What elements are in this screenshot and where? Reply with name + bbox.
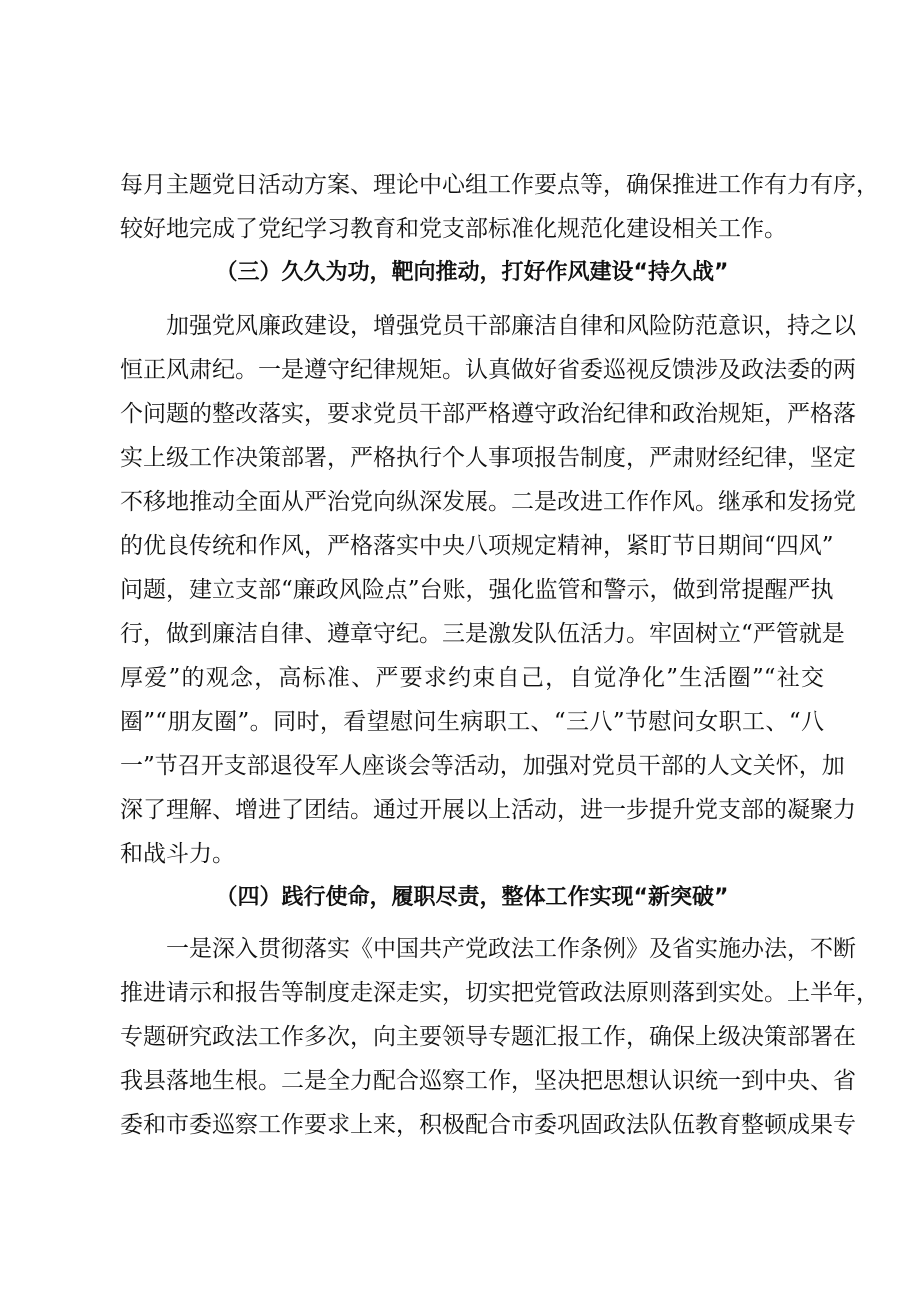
paragraph-line: 问题，建立支部“廉政风险点”台账，强化监管和警示，做到常提醒严执: [120, 577, 834, 603]
paragraph-line: 的优良传统和作风，严格落实中央八项规定精神，紧盯节日期间“四风”: [120, 533, 834, 559]
paragraph-line: 加强党风廉政建设，增强党员干部廉洁自律和风险防范意识，持之以: [166, 313, 856, 339]
paragraph-line: 实上级工作决策部署，严格执行个人事项报告制度，严肃财经纪律，坚定: [120, 445, 856, 471]
paragraph-line: 委和市委巡察工作要求上来，积极配合市委巩固政法队伍教育整顿成果专: [120, 1112, 856, 1138]
paragraph-line: 深了理解、增进了团结。通过开展以上活动，进一步提升党支部的凝聚力: [120, 797, 856, 823]
paragraph-line: 一”节召开支部退役军人座谈会等活动，加强对党员干部的人文关怀，加: [120, 753, 845, 779]
paragraph-line: 行，做到廉洁自律、遵章守纪。三是激发队伍活力。牢固树立“严管就是: [120, 621, 845, 647]
paragraph-line: 较好地完成了党纪学习教育和党支部标准化规范化建设相关工作。: [120, 216, 787, 242]
paragraph-line: 我县落地生根。二是全力配合巡察工作，坚决把思想认识统一到中央、省: [120, 1068, 856, 1094]
paragraph-line: 圈”“朋友圈”。同时，看望慰问生病职工、“三八”节慰问女职工、“八: [120, 709, 824, 735]
paragraph-line: 厚爱”的观念，高标准、严要求约束自己，自觉净化”生活圈”“社交: [120, 665, 824, 691]
section-heading-3: （三）久久为功，靶向推动，打好作风建设“持久战”: [215, 260, 729, 285]
paragraph-line: 一是深入贯彻落实《中国共产党政法工作条例》及省实施办法，不断: [166, 936, 856, 962]
paragraph-line: 恒正风肃纪。一是遵守纪律规矩。认真做好省委巡视反馈涉及政法委的两: [120, 357, 856, 383]
paragraph-line: 专题研究政法工作多次，向主要领导专题汇报工作，确保上级决策部署在: [120, 1024, 856, 1050]
paragraph-line: 推进请示和报告等制度走深走实，切实把党管政法原则落到实处。上半年，: [120, 980, 879, 1006]
paragraph-line: 不移地推动全面从严治党向纵深发展。二是改进工作作风。继承和发扬党: [120, 489, 856, 515]
paragraph-line: 和战斗力。: [120, 841, 235, 867]
section-heading-4: （四）践行使命，履职尽责，整体工作实现“新突破”: [215, 885, 729, 910]
paragraph-line: 每月主题党日活动方案、理论中心组工作要点等，确保推进工作有力有序，: [120, 172, 879, 198]
paragraph-line: 个问题的整改落实，要求党员干部严格遵守政治纪律和政治规矩，严格落: [120, 401, 856, 427]
